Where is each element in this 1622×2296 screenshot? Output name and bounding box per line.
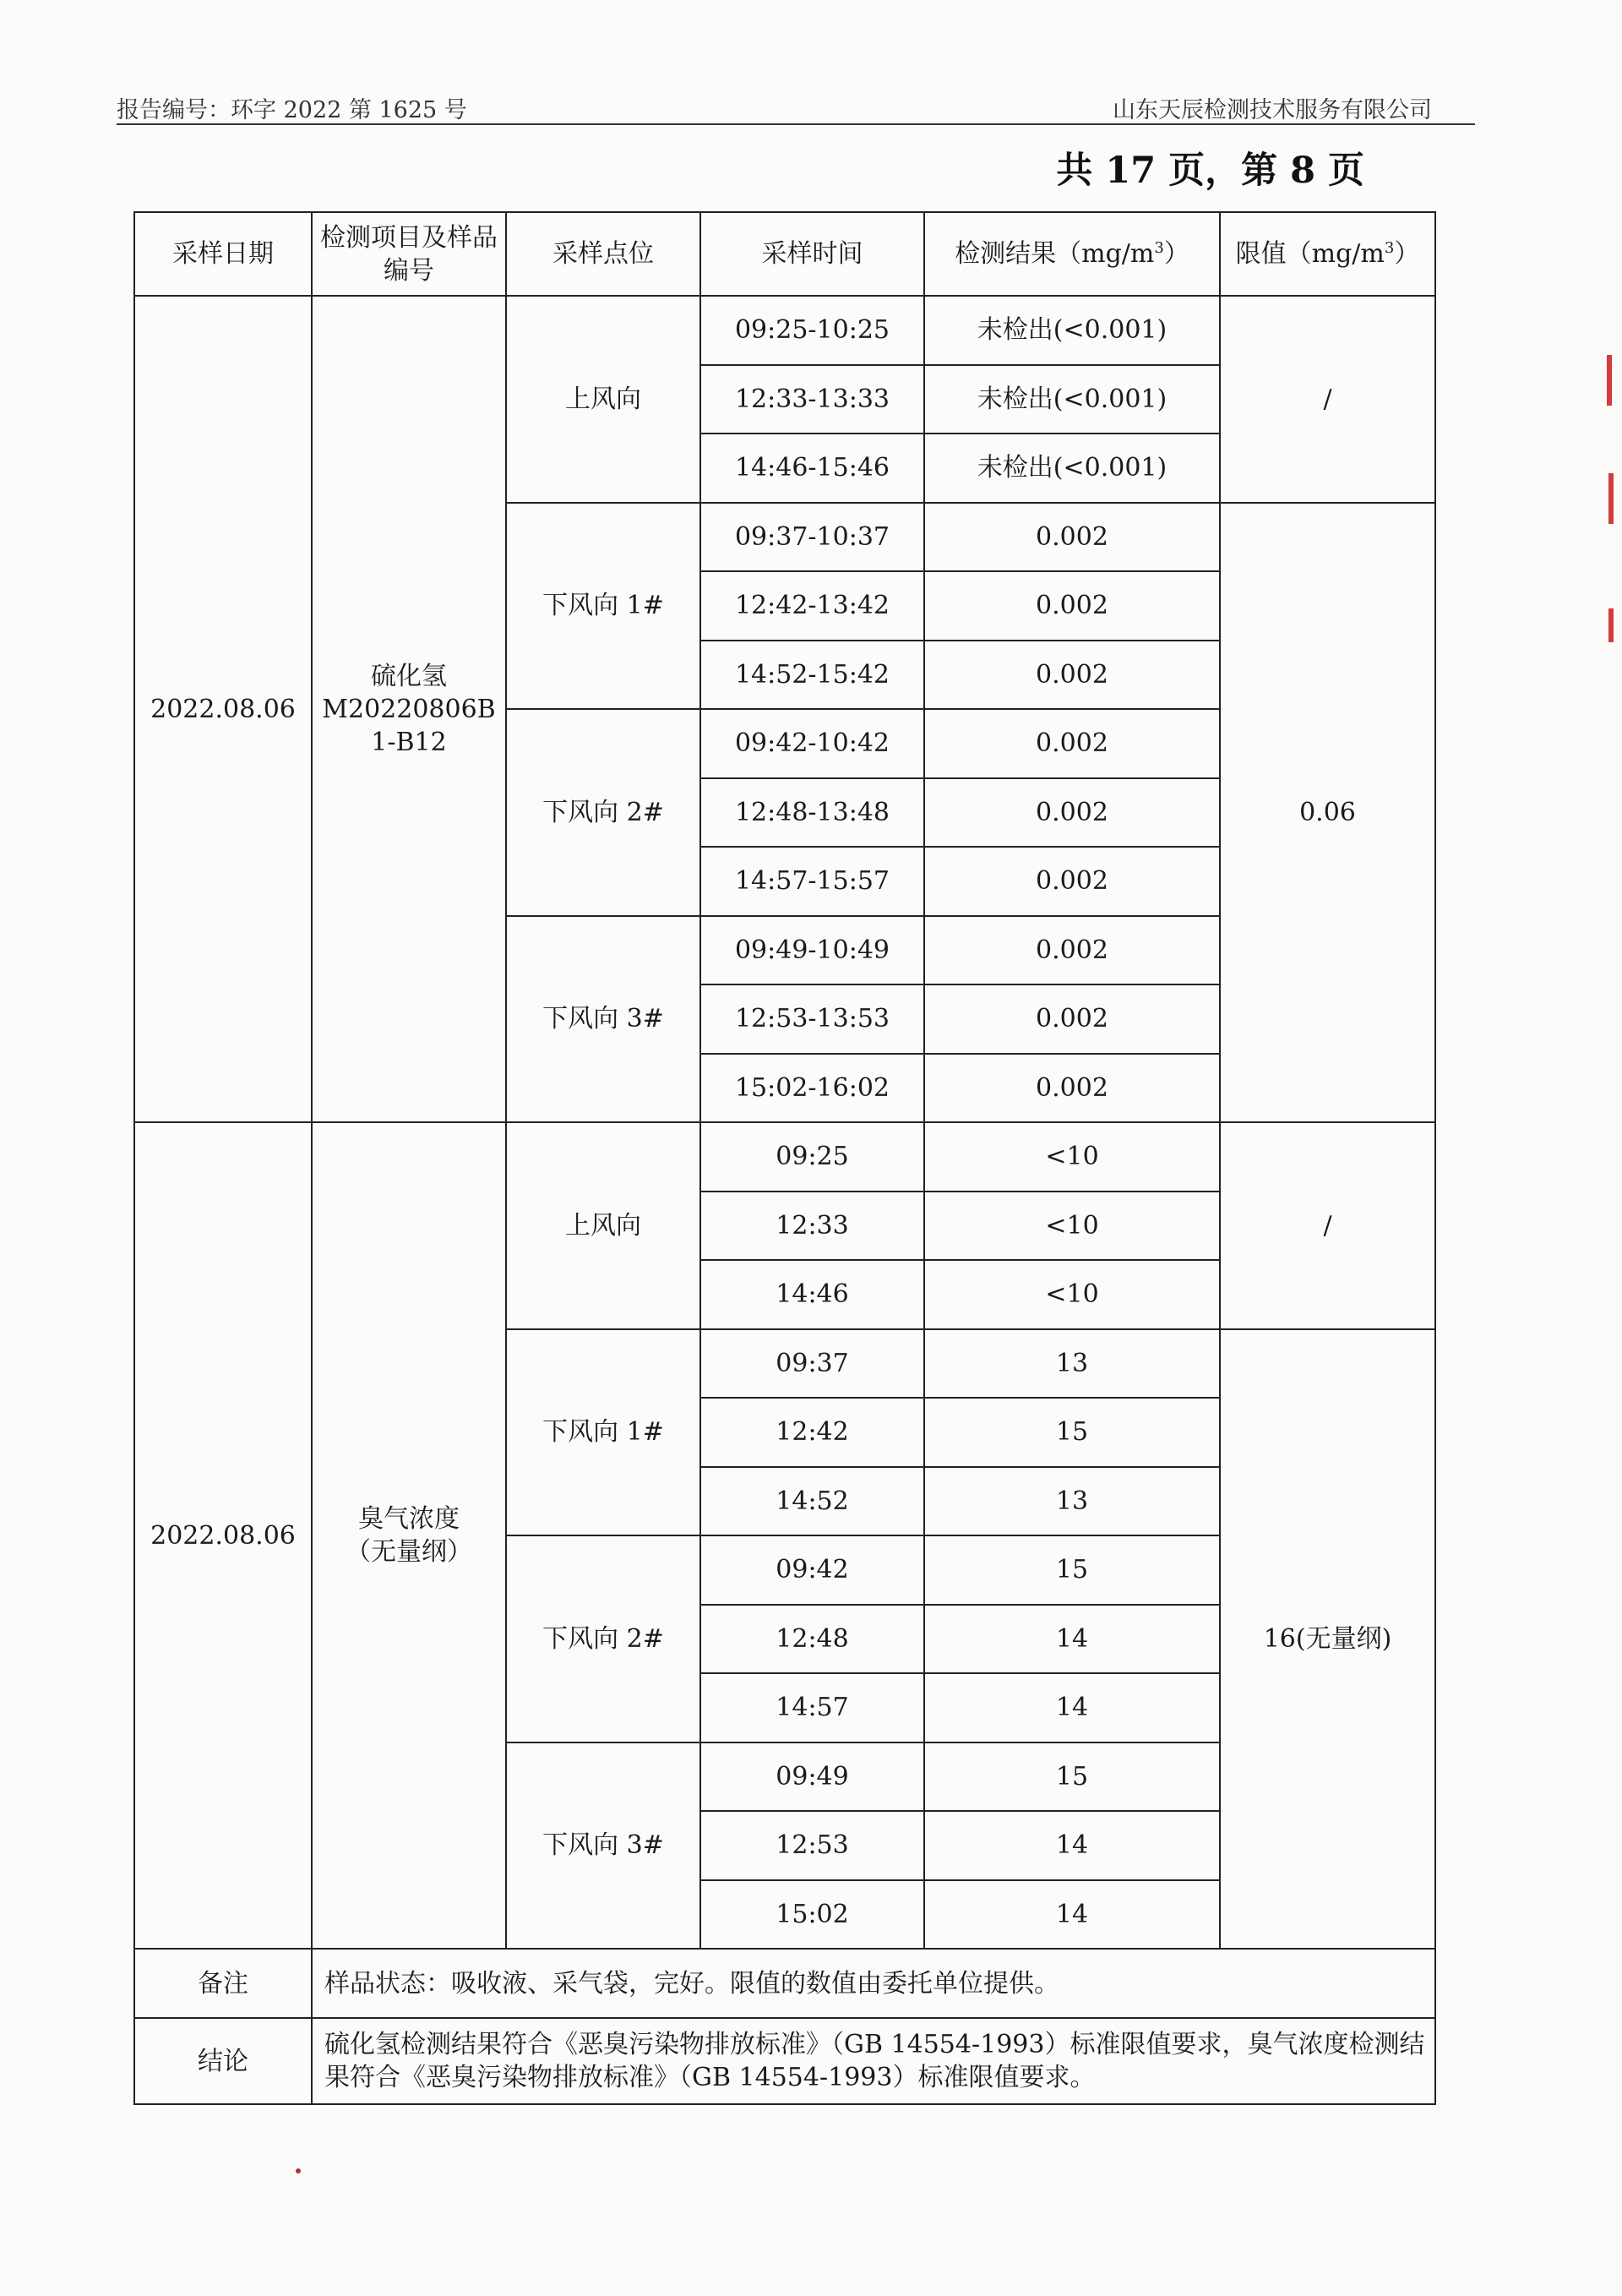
result-value: 15 (924, 1535, 1220, 1605)
result-value: 15 (924, 1742, 1220, 1812)
odor-point-downwind-3: 下风向 3# (506, 1742, 700, 1950)
table-row (134, 1122, 1435, 1192)
h2s-limit-downwind: 0.06 (1220, 503, 1435, 1123)
sampling-time: 14:52-15:42 (700, 641, 924, 710)
results-table (133, 211, 1436, 2105)
result-value: <10 (924, 1260, 1220, 1329)
sampling-time: 12:48-13:48 (700, 778, 924, 848)
sampling-time: 15:02 (700, 1880, 924, 1950)
header-limit: 限值$(mg/m^3)$ (1220, 212, 1435, 296)
table-row (134, 296, 1435, 365)
result-value: 0.002 (924, 641, 1220, 710)
odor-point-upwind: 上风向 (506, 1122, 700, 1329)
header-sampling-point: 采样点位 (506, 212, 700, 296)
result-value: 13 (924, 1329, 1220, 1399)
result-value: 14 (924, 1811, 1220, 1880)
note-row (134, 1949, 1435, 2018)
odor-limit-upwind: / (1220, 1122, 1435, 1329)
h2s-point-downwind-2: 下风向 2# (506, 709, 700, 916)
odor-item: 臭气浓度 （无量纲） (312, 1122, 506, 1949)
result-value: 未检出(<0.001) (924, 365, 1220, 434)
result-value: 14 (924, 1880, 1220, 1950)
sampling-time: 14:46-15:46 (700, 434, 924, 503)
result-value: 0.002 (924, 916, 1220, 985)
sampling-time: 15:02-16:02 (700, 1054, 924, 1123)
result-value: 未检出(<0.001) (924, 434, 1220, 503)
sampling-time: 09:49 (700, 1742, 924, 1812)
sampling-time: 12:42-13:42 (700, 571, 924, 641)
h2s-limit-upwind: / (1220, 296, 1435, 503)
conclusion-text: 硫化氢检测结果符合《恶臭污染物排放标准》（GB 14554-1993）标准限值要求，臭气浓度检测结果符合《恶臭污染物排放标准》（GB 14554-1993）标准限值要求。 (312, 2018, 1435, 2104)
odor-limit-downwind: 16(无量纲) (1220, 1329, 1435, 1950)
result-value: 0.002 (924, 1054, 1220, 1123)
result-value: 未检出(<0.001) (924, 296, 1220, 365)
sampling-time: 09:42-10:42 (700, 709, 924, 778)
scan-dot (296, 2168, 301, 2173)
result-value: <10 (924, 1122, 1220, 1192)
result-value: 0.002 (924, 709, 1220, 778)
header-sampling-time: 采样时间 (700, 212, 924, 296)
sampling-time: 09:25 (700, 1122, 924, 1192)
result-value: 0.002 (924, 503, 1220, 572)
h2s-point-downwind-3: 下风向 3# (506, 916, 700, 1123)
page-indicator: 共 17 页，第 8 页 (1056, 150, 1364, 192)
result-value: <10 (924, 1192, 1220, 1261)
result-value: 13 (924, 1467, 1220, 1536)
sampling-time: 12:42 (700, 1398, 924, 1467)
result-value: 14 (924, 1605, 1220, 1674)
result-value: 0.002 (924, 571, 1220, 641)
h2s-item: 硫化氢 M20220806B1-B12 (312, 296, 506, 1122)
sampling-time: 12:53 (700, 1811, 924, 1880)
stamp-edge-mark (1607, 355, 1612, 406)
header-test-item: 检测项目及样品编号 (312, 212, 506, 296)
note-text: 样品状态：吸收液、采气袋，完好。限值的数值由委托单位提供。 (312, 1949, 1435, 2018)
h2s-point-upwind: 上风向 (506, 296, 700, 503)
sampling-time: 09:37-10:37 (700, 503, 924, 572)
header-result: 检测结果$(mg/m^3)$ (924, 212, 1220, 296)
odor-date: 2022.08.06 (134, 1122, 312, 1949)
result-value: 14 (924, 1673, 1220, 1742)
h2s-point-downwind-1: 下风向 1# (506, 503, 700, 710)
sampling-time: 12:48 (700, 1605, 924, 1674)
sampling-time: 09:42 (700, 1535, 924, 1605)
table-body (134, 296, 1435, 2104)
sampling-time: 14:57 (700, 1673, 924, 1742)
sampling-time: 14:52 (700, 1467, 924, 1536)
header-rule (117, 123, 1475, 125)
sampling-time: 14:46 (700, 1260, 924, 1329)
sampling-time: 12:33 (700, 1192, 924, 1261)
result-value: 15 (924, 1398, 1220, 1467)
h2s-date: 2022.08.06 (134, 296, 312, 1122)
stamp-edge-mark (1608, 608, 1614, 642)
result-value: 0.002 (924, 984, 1220, 1054)
table-header-row (134, 212, 1435, 296)
sampling-time: 12:53-13:53 (700, 984, 924, 1054)
result-value: 0.002 (924, 778, 1220, 848)
conclusion-label: 结论 (134, 2018, 312, 2104)
odor-point-downwind-1: 下风向 1# (506, 1329, 700, 1536)
sampling-time: 09:25-10:25 (700, 296, 924, 365)
sampling-time: 14:57-15:57 (700, 847, 924, 916)
stamp-edge-mark (1608, 473, 1614, 524)
conclusion-row (134, 2018, 1435, 2104)
odor-point-downwind-2: 下风向 2# (506, 1535, 700, 1742)
report-number: 报告编号：环字 2022 第 1625 号 (117, 97, 467, 123)
sampling-time: 09:49-10:49 (700, 916, 924, 985)
note-label: 备注 (134, 1949, 312, 2018)
result-value: 0.002 (924, 847, 1220, 916)
header-sampling-date: 采样日期 (134, 212, 312, 296)
sampling-time: 12:33-13:33 (700, 365, 924, 434)
sampling-time: 09:37 (700, 1329, 924, 1399)
company-name: 山东天辰检测技术服务有限公司 (1113, 97, 1432, 123)
